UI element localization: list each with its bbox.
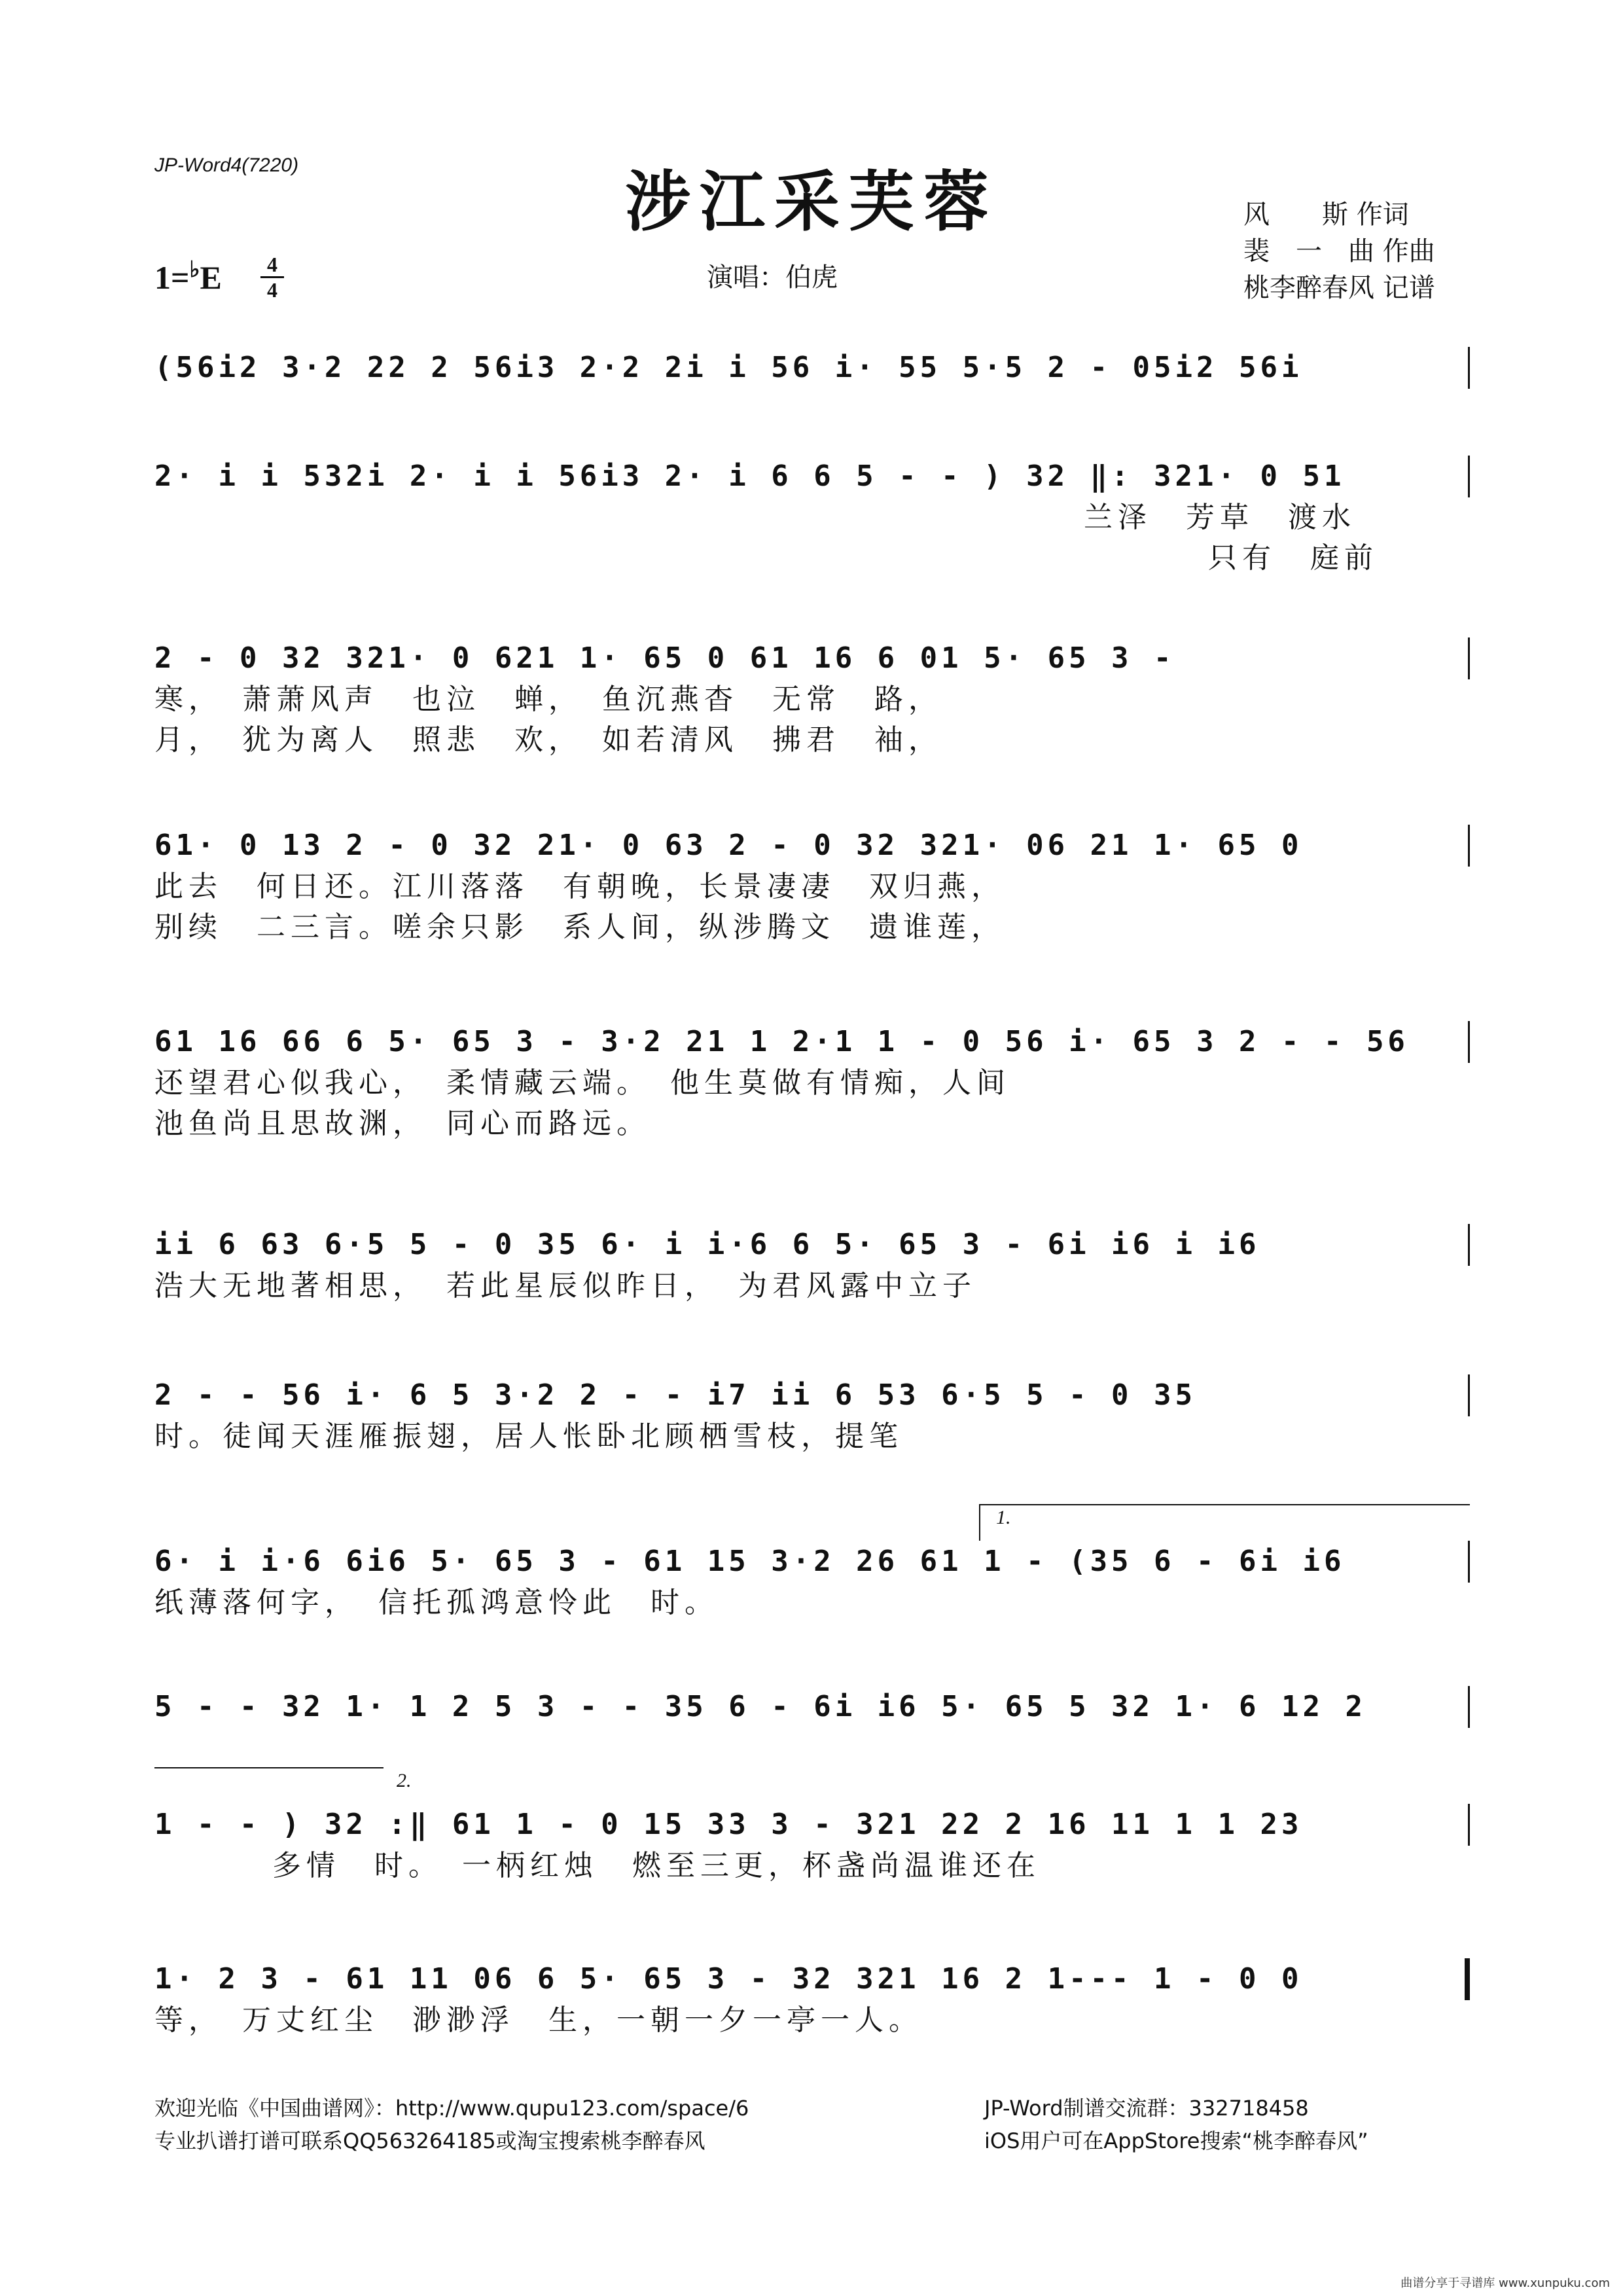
first-ending-bracket <box>979 1504 1470 1505</box>
barline <box>1468 637 1470 679</box>
lyrics-verse-1: 多情 时。 一柄红烛 燃至三更，杯盏尚温谁还在 <box>272 1849 1041 1882</box>
key-note: E <box>200 259 222 296</box>
staff-6 <box>154 1224 1470 1306</box>
lyrics-verse-1: 等， 万丈红尘 渺渺浮 生，一朝一夕一亭一人。 <box>154 2003 923 2037</box>
staff-11 <box>154 1958 1470 2041</box>
barline <box>1468 825 1470 867</box>
barline <box>1468 347 1470 389</box>
staff-8 <box>154 1507 1470 1623</box>
staff-notes: 1 - - ) 32 :‖ 61 1 - 0 15 33 3 - 321 22 2 16 11 1 1 23 <box>154 1808 1303 1841</box>
barline <box>1468 1541 1470 1583</box>
footer-group: JP-Word制谱交流群：332718458 <box>984 2096 1309 2121</box>
footer-left <box>154 2092 749 2157</box>
footer-right <box>984 2092 1368 2157</box>
credits <box>1243 196 1435 306</box>
staff-2 <box>154 456 1470 579</box>
staff-notes: 6· i i·6 6i6 5· 65 3 - 61 15 3·2 26 61 1 - (35 6 - 6i i6 <box>154 1545 1346 1578</box>
staff-notes: 1· 2 3 - 61 11 06 6 5· 65 3 - 32 321 16 2 1--- 1 - 0 0 <box>154 1962 1303 1996</box>
lyricist: 风 斯 作词 <box>1243 200 1409 230</box>
lyrics-verse-1: 还望君心似我心， 柔情藏云端。 他生莫做有情痴，人间 <box>154 1066 1010 1100</box>
final-barline <box>1465 1958 1470 2000</box>
second-ending-label: 2. <box>397 1770 412 1791</box>
footer-ios: iOS用户可在AppStore搜索“桃李醉春风” <box>984 2128 1368 2153</box>
staff-notes: 61 16 66 6 5· 65 3 - 3·2 21 1 2·1 1 - 0 56 i· 65 3 2 - - 56 <box>154 1025 1409 1058</box>
staff-5 <box>154 1021 1470 1144</box>
lyrics-verse-2: 池鱼尚且思故渊， 同心而路远。 <box>154 1107 651 1140</box>
staff-notes: 5 - - 32 1· 1 2 5 3 - - 35 6 - 6i i6 5· 65 5 32 1· 6 12 2 <box>154 1690 1366 1723</box>
barline <box>1468 1686 1470 1728</box>
flat-sign: ♭ <box>189 258 200 282</box>
first-ending-label: 1. <box>996 1507 1011 1528</box>
second-ending-bracket <box>154 1767 383 1768</box>
lyrics-verse-1: 寒， 萧萧风声 也泣 蝉， 鱼沉燕杳 无常 路， <box>154 683 942 716</box>
lyrics-verse-1: 时。徒闻天涯雁振翅，居人怅卧北顾栖雪枝，提笔 <box>154 1420 903 1453</box>
barline <box>1468 1224 1470 1266</box>
barline <box>1468 1374 1470 1416</box>
footer-contact: 专业扒谱打谱可联系QQ563264185或淘宝搜索桃李醉春风 <box>154 2128 705 2153</box>
footer-site-link[interactable]: 欢迎光临《中国曲谱网》：http://www.qupu123.com/space/6 <box>154 2096 749 2121</box>
lyrics-verse-1: 兰泽 芳草 渡水 <box>1084 501 1356 534</box>
staff-3 <box>154 637 1470 761</box>
key-prefix: 1= <box>154 259 190 296</box>
singer: 演唱：伯虎 <box>707 262 838 293</box>
time-signature <box>260 254 284 300</box>
staff-7 <box>154 1374 1470 1457</box>
staff-notes: 2 - - 56 i· 6 5 3·2 2 - - i7 ii 6 53 6·5 5 - 0 35 <box>154 1378 1197 1412</box>
lyrics-verse-1: 纸薄落何字， 信托孤鸿意怜此 时。 <box>154 1586 719 1619</box>
lyrics-verse-2: 月， 犹为离人 照悲 欢， 如若清风 拂君 袖， <box>154 723 942 757</box>
staff-notes: 61· 0 13 2 - 0 32 21· 0 63 2 - 0 32 321· 06 21 1· 65 0 <box>154 829 1303 862</box>
staff-notes: (56i2 3·2 22 2 56i3 2·2 2i i 56 i· 55 5·5 2 - 05i2 56i <box>154 351 1303 384</box>
song-title: 涉江采芙蓉 <box>625 164 998 240</box>
lyrics-verse-1: 浩大无地著相思， 若此星辰似昨日， 为君风露中立子 <box>154 1269 976 1302</box>
staff-9 <box>154 1686 1470 1728</box>
lyrics-verse-2: 别续 二三言。嗟余只影 系人间，纵涉腾文 遗谁莲， <box>154 910 1005 944</box>
key-signature <box>154 257 222 296</box>
staff-notes: 2· i i 532i 2· i i 56i3 2· i 6 6 5 - - ) 32 ‖: 321· 0 51 <box>154 459 1346 493</box>
time-numerator: 4 <box>267 253 277 276</box>
staff-1 <box>154 347 1470 389</box>
barline <box>1468 1021 1470 1063</box>
watermark: 曲谱分享于寻谱库 www.xunpuku.com <box>1400 2276 1610 2290</box>
staff-notes: ii 6 63 6·5 5 - 0 35 6· i i·6 6 5· 65 3 - 6i i6 i i6 <box>154 1228 1260 1261</box>
composer: 裴 一 曲 作曲 <box>1243 236 1435 266</box>
transcriber: 桃李醉春风 记谱 <box>1243 273 1435 303</box>
barline <box>1468 1804 1470 1846</box>
staff-10 <box>154 1770 1470 1886</box>
lyrics-verse-1: 此去 何日还。江川落落 有朝晚，长景凄凄 双归燕， <box>154 870 1005 903</box>
staff-notes: 2 - 0 32 321· 0 621 1· 65 0 61 16 6 01 5· 65 3 - <box>154 641 1175 675</box>
first-ending-bracket-edge <box>979 1504 980 1541</box>
staff-4 <box>154 825 1470 948</box>
software-tag: JP-Word4(7220) <box>154 154 299 176</box>
lyrics-verse-2: 只有 庭前 <box>1208 541 1378 575</box>
time-denominator: 4 <box>267 278 277 302</box>
barline <box>1468 456 1470 497</box>
